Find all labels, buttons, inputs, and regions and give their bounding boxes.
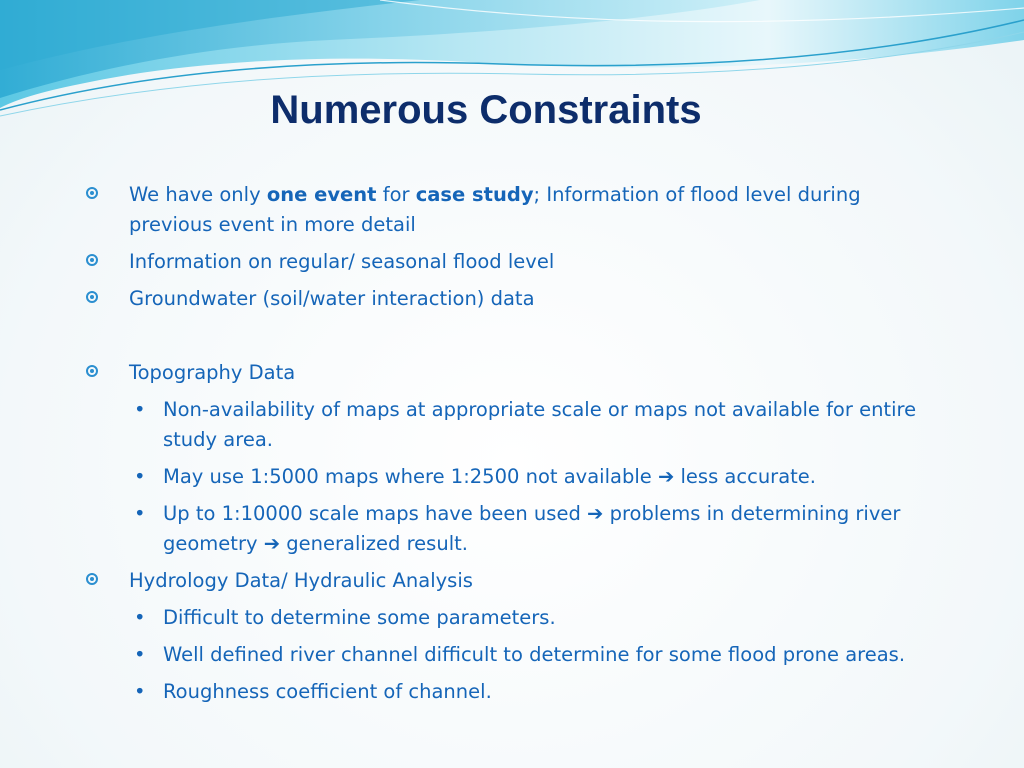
sub-list-item [86, 462, 926, 492]
circled-dot-bullet-icon [86, 291, 98, 303]
list-item-text: Non-availability of maps at appropriate scale or maps not available for entire study area. [163, 398, 917, 451]
text-segment: for [376, 183, 416, 206]
text-segment: ; Information of flood level during previous event in more detail [129, 183, 861, 236]
bullet-dot-icon: • [134, 502, 146, 525]
sub-list-item [86, 499, 926, 559]
bullet-dot-icon: • [134, 680, 146, 703]
sub-list-item [86, 640, 926, 670]
list-item-text [163, 465, 816, 488]
sub-list-item [86, 677, 926, 707]
bullet-dot-icon: • [134, 398, 146, 421]
text-segment: May use 1:5000 maps where 1:2500 not available [163, 465, 658, 488]
slide-title: Numerous Constraints [270, 88, 702, 132]
right-arrow-icon: ➔ [657, 465, 675, 488]
bullet-dot-icon: • [134, 643, 146, 666]
text-segment: problems in determining river geometry [163, 502, 901, 555]
sub-list-item [86, 603, 926, 633]
list-item [86, 566, 926, 596]
list-item-text: Information on regular/ seasonal flood level [129, 250, 555, 273]
emphasis-text: case study [415, 183, 534, 206]
list-item-text: Well defined river channel difficult to determine for some flood prone areas. [163, 643, 906, 666]
list-item [86, 180, 926, 240]
circled-dot-bullet-icon [86, 254, 98, 266]
right-arrow-icon: ➔ [587, 502, 604, 525]
circled-dot-bullet-icon [86, 365, 98, 377]
circled-dot-bullet-icon [86, 187, 98, 199]
list-item-text: Hydrology Data/ Hydraulic Analysis [129, 569, 473, 592]
list-item-text: Roughness coefficient of channel. [163, 680, 492, 703]
list-item [86, 358, 926, 388]
list-item [86, 284, 926, 314]
list-item-text: Difficult to determine some parameters. [163, 606, 556, 629]
list-item-text [163, 502, 900, 555]
circled-dot-bullet-icon [86, 573, 98, 585]
text-segment: We have only [129, 183, 267, 206]
list-item-text [129, 183, 861, 236]
text-segment: generalized result. [280, 532, 468, 555]
list-item [86, 247, 926, 277]
sub-list-item [86, 395, 926, 455]
list-item-text: Topography Data [129, 361, 296, 384]
right-arrow-icon: ➔ [263, 532, 281, 555]
list-spacer [86, 321, 926, 358]
text-segment: Up to 1:10000 scale maps have been used [163, 502, 588, 525]
list-item-text: Groundwater (soil/water interaction) data [129, 287, 535, 310]
emphasis-text: one event [266, 183, 377, 206]
text-segment: less accurate. [674, 465, 816, 488]
bullet-list [86, 180, 926, 714]
bullet-dot-icon: • [134, 465, 146, 488]
bullet-dot-icon: • [134, 606, 146, 629]
